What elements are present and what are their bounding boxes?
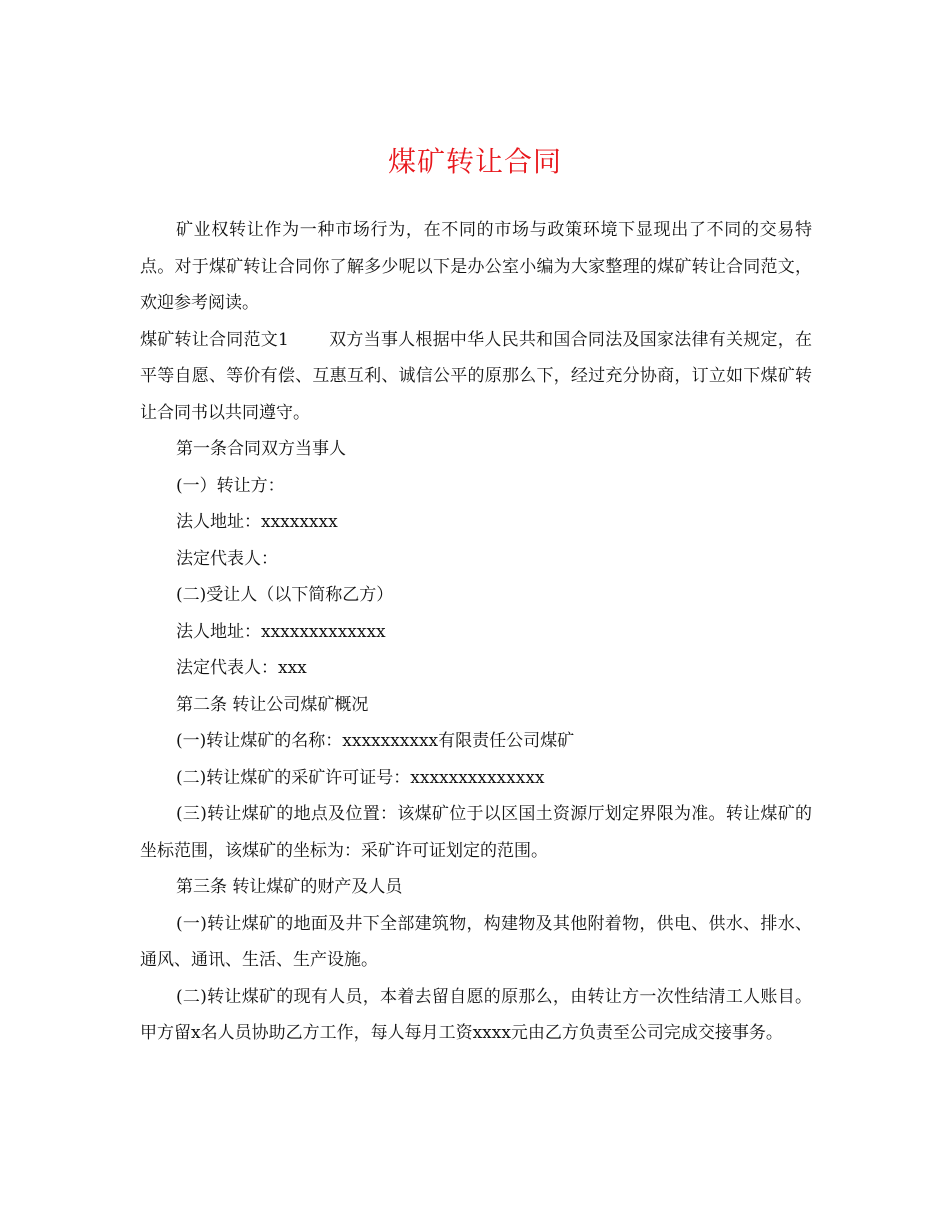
mine-personnel: (二)转让煤矿的现有人员，本着去留自愿的原那么，由转让方一次性结清工人账目。甲方留x名人员协助乙方工作，每人每月工资xxxx元由乙方负责至公司完成交接事务。 — [140, 986, 812, 1043]
party-b-label: (二)受让人（以下简称乙方） — [176, 585, 394, 605]
sample-paragraph — [140, 322, 812, 432]
sample-heading: 煤矿转让合同范文1 — [140, 329, 289, 350]
article-1-heading: 第一条合同双方当事人 — [176, 439, 346, 459]
mine-license: (二)转让煤矿的采矿许可证号：xxxxxxxxxxxxxx — [176, 767, 545, 788]
mine-property: (一)转让煤矿的地面及井下全部建筑物，构建物及其他附着物，供电、供水、排水、通风、通讯、生活、生产设施。 — [140, 913, 812, 970]
article-3-heading: 第三条 转让煤矿的财产及人员 — [176, 877, 403, 897]
party-b-address: 法人地址：xxxxxxxxxxxxx — [176, 621, 386, 642]
party-a-address: 法人地址：xxxxxxxx — [176, 512, 338, 532]
sample-opening: 双方当事人根据中华人民共和国合同法及国家法律有关规定，在平等自愿、等价有偿、互惠互利、诚信公平的原那么下，经过充分协商，订立如下煤矿转让合同书以共同遵守。 — [140, 329, 812, 423]
intro-paragraph: 矿业权转让作为一种市场行为，在不同的市场与政策环境下显现出了不同的交易特点。对于煤矿转让合同你了解多少呢以下是办公室小编为大家整理的煤矿转让合同范文，欢迎参考阅读。 — [140, 220, 812, 313]
party-a-label: (一）转让方： — [176, 475, 285, 496]
party-a-representative: 法定代表人： — [176, 548, 278, 569]
party-b-representative: 法定代表人：xxx — [176, 658, 307, 678]
document-body — [140, 212, 812, 1052]
article-2-heading: 第二条 转让公司煤矿概况 — [176, 694, 369, 715]
mine-location: (三)转让煤矿的地点及位置：该煤矿位于以区国土资源厅划定界限为准。转让煤矿的坐标范围，该煤矿的坐标为：采矿许可证划定的范围。 — [140, 804, 812, 861]
mine-name: (一)转让煤矿的名称：xxxxxxxxxx有限责任公司煤矿 — [176, 731, 575, 751]
document-title: 煤矿转让合同 — [387, 145, 562, 178]
